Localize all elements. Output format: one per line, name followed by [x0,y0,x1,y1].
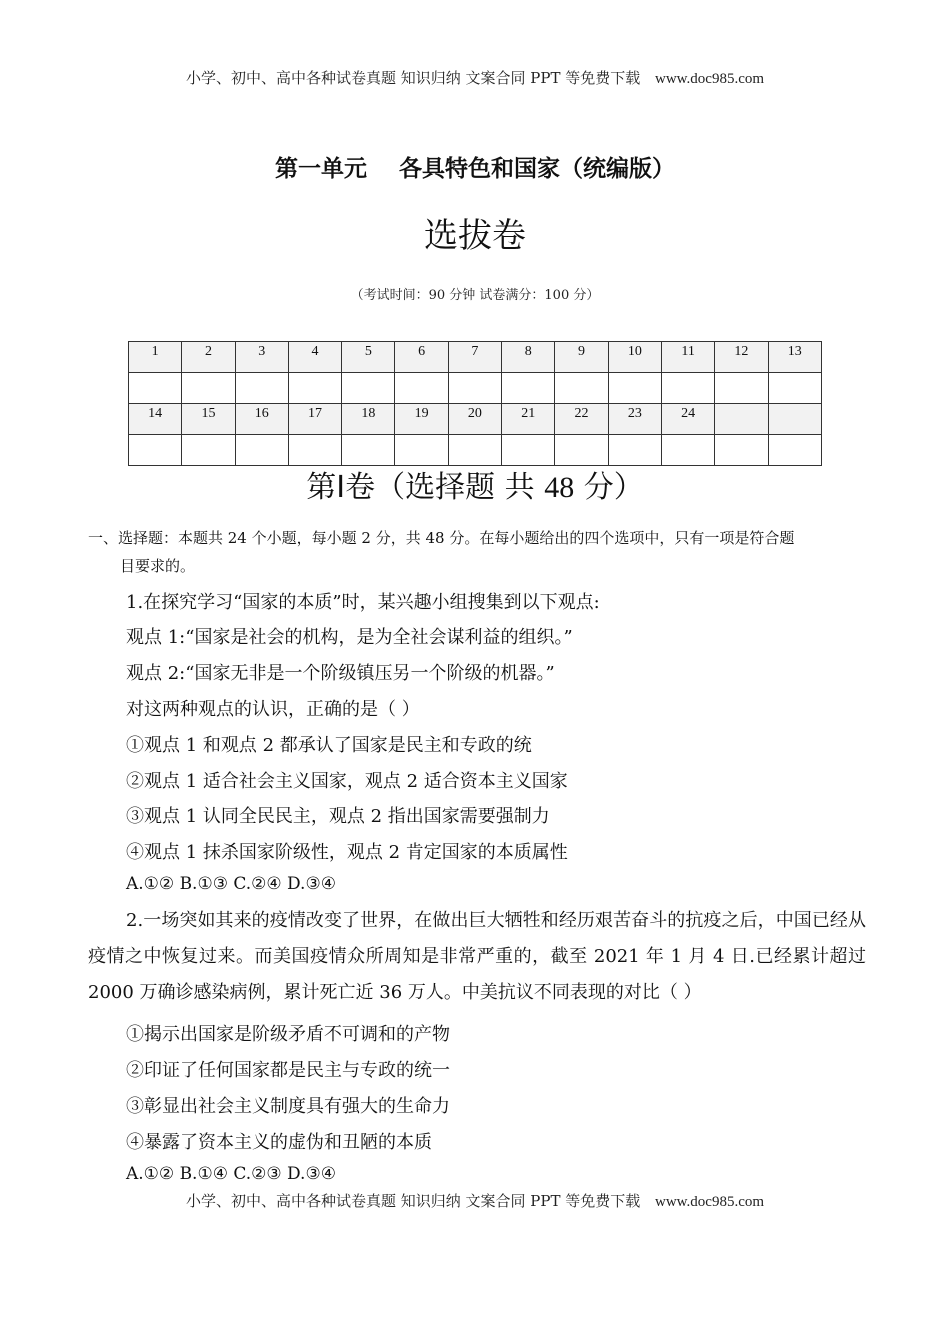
q1-option-4: ④观点 1 抹杀国家阶级性，观点 2 肯定国家的本质属性 [126,842,568,863]
answer-blank-cell [288,373,341,404]
answer-blank-cell [608,435,661,466]
q1-option-2: ②观点 1 适合社会主义国家，观点 2 适合资本主义国家 [126,771,568,792]
answer-blank-cell [768,435,821,466]
instructions-line-2: 目要求的。 [120,557,196,575]
answer-cell-label: 13 [768,342,821,373]
answer-cell-label: 5 [342,342,395,373]
answer-blank-cell [768,373,821,404]
answer-cell-label: 17 [288,404,341,435]
document-subtitle: 选拔卷 [424,216,526,256]
answer-cell-label: 19 [395,404,448,435]
exam-info: （考试时间：90 分钟 试卷满分：100 分） [350,288,600,303]
q1-view-1: 观点 1:“国家是社会的机构，是为全社会谋利益的组织。” [126,627,573,648]
section-title-score: 48 [544,471,575,504]
answer-blank-cell [448,435,501,466]
answer-cell-label [715,404,768,435]
section-title [0,462,950,506]
answer-blank-cell [502,373,555,404]
answer-cell-label [768,404,821,435]
answer-cell-label: 7 [448,342,501,373]
answer-blank-cell [661,435,714,466]
answer-blank-cell [555,373,608,404]
q2-option-2: ②印证了任何国家都是民主与专政的统一 [126,1060,450,1081]
q1-option-3: ③观点 1 认同全民民主，观点 2 指出国家需要强制力 [126,806,550,827]
footer-url[interactable]: www.doc985.com [655,1194,765,1210]
answer-cell-label: 1 [129,342,182,373]
section-instructions [88,524,868,580]
answer-blank-cell [182,435,235,466]
q1-option-1: ①观点 1 和观点 2 都承认了国家是民主和专政的统 [126,735,532,756]
answer-blank-cell [129,435,182,466]
answer-grid [128,341,822,466]
answer-cell-label: 14 [129,404,182,435]
header-text: 小学、初中、高中各种试卷真题 知识归纳 文案合同 PPT 等免费下载 [185,69,641,87]
answer-blank-cell [342,435,395,466]
answer-cell-label: 22 [555,404,608,435]
q2-option-4: ④暴露了资本主义的虚伪和丑陋的本质 [126,1132,432,1153]
q1-question: 对这两种观点的认识，正确的是（ ） [126,699,420,720]
footer-text: 小学、初中、高中各种试卷真题 知识归纳 文案合同 PPT 等免费下载 [185,1192,641,1210]
answer-blank-cell [235,435,288,466]
answer-cell-label: 12 [715,342,768,373]
answer-cell-label: 3 [235,342,288,373]
q2-option-3: ③彰显出社会主义制度具有强大的生命力 [126,1096,450,1117]
answer-cell-label: 18 [342,404,395,435]
answer-blank-cell [715,435,768,466]
answer-grid-number-row [129,404,822,435]
answer-blank-cell [395,435,448,466]
answer-blank-cell [555,435,608,466]
answer-cell-label: 4 [288,342,341,373]
answer-cell-label: 21 [502,404,555,435]
answer-cell-label: 11 [661,342,714,373]
answer-cell-label: 24 [661,404,714,435]
answer-cell-label: 8 [502,342,555,373]
answer-grid-blank-row [129,373,822,404]
answer-blank-cell [288,435,341,466]
answer-cell-label: 23 [608,404,661,435]
answer-blank-cell [608,373,661,404]
page-header [0,67,950,88]
answer-blank-cell [342,373,395,404]
answer-cell-label: 2 [182,342,235,373]
answer-cell-label: 10 [608,342,661,373]
answer-blank-cell [715,373,768,404]
answer-blank-cell [129,373,182,404]
answer-cell-label: 9 [555,342,608,373]
answer-blank-cell [502,435,555,466]
q1-choices: A.①② B.①③ C.②④ D.③④ [126,874,336,894]
answer-blank-cell [395,373,448,404]
q2-stem: 2.一场突如其来的疫情改变了世界，在做出巨大牺牲和经历艰苦奋斗的抗疫之后，中国已经从疫情之中恢复过来。而美国疫情众所周知是非常严重的，截至 2021 年 1 月 4 日.已经累计超过 2000 万确诊感染病例，累计死亡近 36 万人。中美抗议不同表现的对比（ ） [88,910,866,1003]
q1-stem: 1.在探究学习“国家的本质”时，某兴趣小组搜集到以下观点: [126,592,600,613]
answer-cell-label: 16 [235,404,288,435]
answer-blank-cell [235,373,288,404]
section-title-suffix: 分） [583,470,644,505]
q1-view-2: 观点 2:“国家无非是一个阶级镇压另一个阶级的机器。” [126,663,555,684]
page-footer [0,1190,950,1211]
answer-cell-label: 15 [182,404,235,435]
q2-choices: A.①② B.①④ C.②③ D.③④ [126,1164,336,1184]
answer-grid-blank-row [129,435,822,466]
answer-blank-cell [182,373,235,404]
document-title: 第一单元 各具特色和国家（统编版） [274,156,676,182]
answer-cell-label: 20 [448,404,501,435]
answer-blank-cell [661,373,714,404]
answer-blank-cell [448,373,501,404]
header-url[interactable]: www.doc985.com [655,71,765,87]
instructions-line-1: 一、选择题：本题共 24 个小题，每小题 2 分，共 48 分。在每小题给出的四个选项中，只有一项是符合题 [88,529,795,547]
answer-cell-label: 6 [395,342,448,373]
section-title-prefix: 第I卷（选择题 共 [306,470,535,505]
answer-grid-number-row [129,342,822,373]
q2-option-1: ①揭示出国家是阶级矛盾不可调和的产物 [126,1024,450,1045]
